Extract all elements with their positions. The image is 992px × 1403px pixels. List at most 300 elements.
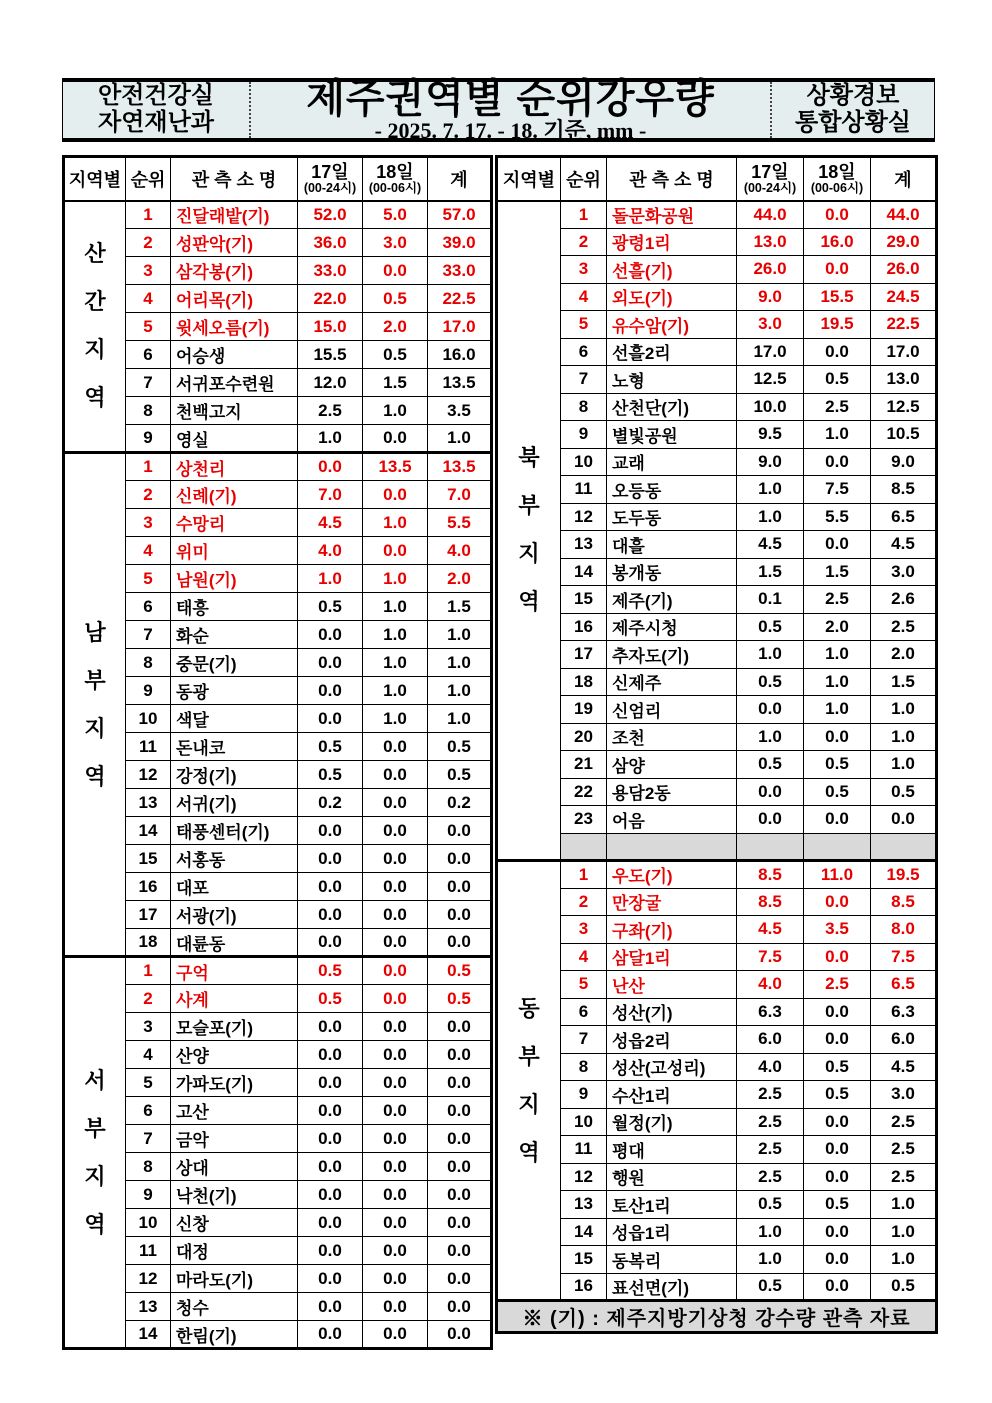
- day18-cell: 0.0: [363, 817, 428, 845]
- day18-cell: 0.0: [363, 1293, 428, 1321]
- col-header-day17-sub: (00-24시): [303, 180, 357, 195]
- table-row: [497, 228, 937, 256]
- day18-cell: 2.0: [363, 313, 428, 341]
- rank-cell: 2: [126, 229, 171, 257]
- table-row: [64, 229, 492, 257]
- total-cell: 13.0: [871, 366, 937, 394]
- table-row: [64, 845, 492, 873]
- day17-cell: 2.5: [737, 1136, 804, 1164]
- table-header-row: [497, 157, 937, 201]
- total-cell: 0.2: [428, 789, 492, 817]
- day17-cell: 0.0: [298, 1069, 363, 1097]
- rank-cell: 9: [126, 425, 171, 453]
- station-cell: 동복리: [607, 1246, 737, 1274]
- day17-cell: 0.5: [737, 1273, 804, 1301]
- rank-cell: 3: [561, 256, 607, 284]
- day18-cell: 1.0: [804, 696, 871, 724]
- station-cell: 진달래밭(기): [171, 201, 298, 229]
- col-header-region: 지역별: [64, 157, 126, 201]
- day18-cell: 0.0: [804, 1163, 871, 1191]
- day17-cell: 0.5: [737, 613, 804, 641]
- rank-cell: 5: [126, 313, 171, 341]
- total-cell: 44.0: [871, 201, 937, 229]
- day18-cell: 1.0: [363, 565, 428, 593]
- rank-cell: 1: [561, 861, 607, 889]
- station-cell: 선흘2리: [607, 338, 737, 366]
- col-header-day18: [363, 157, 428, 201]
- day18-cell: 0.5: [804, 366, 871, 394]
- table-row: [64, 1321, 492, 1349]
- total-cell: 1.0: [871, 751, 937, 779]
- table-row: [497, 311, 937, 339]
- table-row: [497, 531, 937, 559]
- day18-cell: 0.5: [804, 1053, 871, 1081]
- day18-cell: 0.0: [363, 845, 428, 873]
- total-cell: 16.0: [428, 341, 492, 369]
- region-label: 남 부 지 역: [84, 619, 106, 789]
- table-row: [497, 558, 937, 586]
- day17-cell: 9.0: [737, 283, 804, 311]
- day17-cell: 33.0: [298, 257, 363, 285]
- table-row: [497, 586, 937, 614]
- day18-cell: 0.0: [363, 1069, 428, 1097]
- rank-cell: 22: [561, 778, 607, 806]
- day17-cell: 10.0: [737, 393, 804, 421]
- department-line2: 자연재난과: [98, 109, 214, 136]
- table-row: [64, 453, 492, 481]
- station-cell: 어승생: [171, 341, 298, 369]
- rank-cell: 14: [126, 817, 171, 845]
- table-row: [64, 1181, 492, 1209]
- station-cell: 대흘: [607, 531, 737, 559]
- rank-cell: 4: [561, 943, 607, 971]
- table-row: [497, 998, 937, 1026]
- day18-cell: 0.0: [804, 448, 871, 476]
- day17-cell: 12.5: [737, 366, 804, 394]
- table-row: [64, 705, 492, 733]
- station-cell: 서홍동: [171, 845, 298, 873]
- day18-cell: 0.5: [804, 1081, 871, 1109]
- day17-cell: 1.0: [737, 476, 804, 504]
- rank-cell: 11: [561, 1136, 607, 1164]
- day18-cell: 0.0: [363, 1321, 428, 1349]
- station-cell: 사계: [171, 985, 298, 1013]
- total-cell: 9.0: [871, 448, 937, 476]
- station-cell: 토산1리: [607, 1191, 737, 1219]
- rank-cell: 7: [126, 1125, 171, 1153]
- table-row: [64, 677, 492, 705]
- station-cell: 고산: [171, 1097, 298, 1125]
- total-cell: 8.5: [871, 476, 937, 504]
- day17-cell: 0.5: [737, 668, 804, 696]
- rank-cell: 12: [561, 503, 607, 531]
- station-cell: 만장굴: [607, 888, 737, 916]
- day18-cell: 0.5: [363, 341, 428, 369]
- rank-cell: 13: [126, 1293, 171, 1321]
- region-cell: [497, 201, 561, 861]
- table-header-row: [64, 157, 492, 201]
- office-line1: 상황경보: [806, 82, 900, 110]
- day18-cell: 0.0: [363, 257, 428, 285]
- station-cell: 성읍1리: [607, 1218, 737, 1246]
- table-row: [64, 733, 492, 761]
- day18-cell: 0.0: [804, 1136, 871, 1164]
- rank-cell: 16: [561, 613, 607, 641]
- day18-cell: 5.5: [804, 503, 871, 531]
- station-cell: 선흘(기): [607, 256, 737, 284]
- rank-cell: 3: [126, 257, 171, 285]
- day18-cell: 0.0: [804, 888, 871, 916]
- rank-cell: 15: [561, 586, 607, 614]
- table-row: [497, 366, 937, 394]
- total-cell: 12.5: [871, 393, 937, 421]
- day17-cell: 1.5: [737, 558, 804, 586]
- day17-cell: 1.0: [298, 425, 363, 453]
- rainfall-table-right: [495, 155, 938, 1334]
- day18-cell: 0.0: [363, 901, 428, 929]
- total-cell: 17.0: [428, 313, 492, 341]
- rank-cell: 2: [561, 228, 607, 256]
- day17-cell: 0.0: [298, 929, 363, 957]
- total-cell: 0.0: [428, 1293, 492, 1321]
- total-cell: 2.5: [871, 1136, 937, 1164]
- day17-cell: 1.0: [298, 565, 363, 593]
- day18-cell: 1.0: [363, 621, 428, 649]
- day18-cell: 0.0: [363, 537, 428, 565]
- table-row: [64, 1153, 492, 1181]
- table-row: [64, 957, 492, 985]
- station-cell: 대정: [171, 1237, 298, 1265]
- col-header-rank: 순위: [126, 157, 171, 201]
- day17-cell: 0.0: [298, 1209, 363, 1237]
- total-cell: 22.5: [871, 311, 937, 339]
- day17-cell: 7.5: [737, 943, 804, 971]
- table-row: [64, 565, 492, 593]
- station-cell: 우도(기): [607, 861, 737, 889]
- rank-cell: 14: [126, 1321, 171, 1349]
- station-cell: 서귀(기): [171, 789, 298, 817]
- total-cell: 0.0: [871, 806, 937, 834]
- day17-cell: 12.0: [298, 369, 363, 397]
- table-row: [64, 1125, 492, 1153]
- table-row: [497, 916, 937, 944]
- station-cell: 삼양: [607, 751, 737, 779]
- rank-cell: 4: [126, 1041, 171, 1069]
- station-cell: 돌문화공원: [607, 201, 737, 229]
- region-cell: [497, 861, 561, 1301]
- rank-cell: 6: [126, 1097, 171, 1125]
- rank-cell: 4: [126, 537, 171, 565]
- table-row: [497, 1081, 937, 1109]
- station-cell: 도두동: [607, 503, 737, 531]
- day18-cell: 0.0: [804, 1026, 871, 1054]
- rank-cell: 8: [561, 1053, 607, 1081]
- day17-cell: 0.5: [298, 761, 363, 789]
- day18-cell: 1.0: [363, 593, 428, 621]
- station-cell: 제주(기): [607, 586, 737, 614]
- rank-cell: 5: [561, 971, 607, 999]
- day17-cell: 2.5: [298, 397, 363, 425]
- day17-cell: 0.5: [298, 733, 363, 761]
- table-row: [64, 285, 492, 313]
- day18-cell: 0.0: [363, 929, 428, 957]
- total-cell: 0.0: [428, 1125, 492, 1153]
- rank-cell: 1: [126, 201, 171, 229]
- total-cell: 33.0: [428, 257, 492, 285]
- station-cell: 상대: [171, 1153, 298, 1181]
- rank-cell: 6: [126, 593, 171, 621]
- day18-cell: 0.0: [804, 1246, 871, 1274]
- day18-cell: 0.0: [363, 761, 428, 789]
- day17-cell: 4.0: [298, 537, 363, 565]
- day17-cell: 0.5: [298, 985, 363, 1013]
- day17-cell: 2.5: [737, 1108, 804, 1136]
- rank-cell: 10: [126, 705, 171, 733]
- total-cell: 0.0: [428, 1041, 492, 1069]
- total-cell: 0.5: [871, 778, 937, 806]
- station-cell: 대포: [171, 873, 298, 901]
- rank-cell: 18: [126, 929, 171, 957]
- station-cell: 교래: [607, 448, 737, 476]
- page-subtitle: - 2025. 7. 17. - 18. 기준, mm -: [374, 117, 647, 143]
- spacer-cell: [561, 833, 607, 861]
- day17-cell: 0.0: [298, 1097, 363, 1125]
- day17-cell: 0.5: [737, 1191, 804, 1219]
- total-cell: 39.0: [428, 229, 492, 257]
- day17-cell: 4.5: [737, 531, 804, 559]
- table-row: [497, 476, 937, 504]
- day17-cell: 1.0: [737, 1218, 804, 1246]
- day18-cell: 1.5: [804, 558, 871, 586]
- table-row: [64, 593, 492, 621]
- day17-cell: 9.5: [737, 421, 804, 449]
- table-row: [497, 1218, 937, 1246]
- total-cell: 8.0: [871, 916, 937, 944]
- total-cell: 6.5: [871, 503, 937, 531]
- day17-cell: 8.5: [737, 888, 804, 916]
- total-cell: 4.0: [428, 537, 492, 565]
- col-header-rank: 순위: [561, 157, 607, 201]
- table-row: [497, 393, 937, 421]
- total-cell: 0.0: [428, 1069, 492, 1097]
- day18-cell: 0.0: [363, 1153, 428, 1181]
- rank-cell: 13: [561, 531, 607, 559]
- station-cell: 상천리: [171, 453, 298, 481]
- col-header-day17-sub: (00-24시): [743, 180, 797, 195]
- day17-cell: 0.5: [298, 957, 363, 985]
- total-cell: 0.0: [428, 1097, 492, 1125]
- rank-cell: 1: [126, 453, 171, 481]
- table-row: [497, 1136, 937, 1164]
- rank-cell: 18: [561, 668, 607, 696]
- day17-cell: 0.0: [298, 1153, 363, 1181]
- day18-cell: 7.5: [804, 476, 871, 504]
- total-cell: 0.0: [428, 873, 492, 901]
- rank-cell: 11: [126, 1237, 171, 1265]
- rank-cell: 7: [126, 621, 171, 649]
- rank-cell: 8: [126, 397, 171, 425]
- day17-cell: 4.0: [737, 1053, 804, 1081]
- rank-cell: 10: [126, 1209, 171, 1237]
- day18-cell: 0.0: [363, 789, 428, 817]
- rank-cell: 7: [561, 1026, 607, 1054]
- day18-cell: 15.5: [804, 283, 871, 311]
- document-header: [62, 78, 935, 142]
- rank-cell: 6: [561, 338, 607, 366]
- day17-cell: 0.0: [298, 1293, 363, 1321]
- day18-cell: 0.0: [363, 1013, 428, 1041]
- day18-cell: 0.0: [804, 998, 871, 1026]
- total-cell: 1.0: [428, 621, 492, 649]
- day18-cell: 0.0: [804, 531, 871, 559]
- table-row: [497, 1053, 937, 1081]
- station-cell: 삼달1리: [607, 943, 737, 971]
- table-row: [64, 341, 492, 369]
- day18-cell: 2.5: [804, 971, 871, 999]
- day17-cell: 13.0: [737, 228, 804, 256]
- title-block: [251, 76, 770, 143]
- day17-cell: 22.0: [298, 285, 363, 313]
- table-row: [497, 1163, 937, 1191]
- total-cell: 1.0: [428, 649, 492, 677]
- total-cell: 3.5: [428, 397, 492, 425]
- rank-cell: 11: [126, 733, 171, 761]
- rank-cell: 5: [126, 565, 171, 593]
- station-cell: 수산1리: [607, 1081, 737, 1109]
- day18-cell: 2.5: [804, 393, 871, 421]
- rank-cell: 2: [126, 481, 171, 509]
- table-row: [64, 201, 492, 229]
- day18-cell: 5.0: [363, 201, 428, 229]
- day18-cell: 0.0: [363, 1265, 428, 1293]
- day18-cell: 1.0: [804, 421, 871, 449]
- station-cell: 영실: [171, 425, 298, 453]
- table-row: [497, 1273, 937, 1301]
- table-row: [497, 971, 937, 999]
- day18-cell: 0.0: [363, 1125, 428, 1153]
- day17-cell: 0.5: [737, 751, 804, 779]
- day17-cell: 4.5: [298, 509, 363, 537]
- table-row: [497, 338, 937, 366]
- day18-cell: 0.0: [804, 338, 871, 366]
- rank-cell: 20: [561, 723, 607, 751]
- rank-cell: 19: [561, 696, 607, 724]
- table-row: [497, 201, 937, 229]
- day17-cell: 0.0: [298, 1125, 363, 1153]
- day17-cell: 1.0: [737, 723, 804, 751]
- total-cell: 1.5: [871, 668, 937, 696]
- day17-cell: 7.0: [298, 481, 363, 509]
- rank-cell: 8: [126, 1153, 171, 1181]
- total-cell: 0.5: [428, 761, 492, 789]
- day17-cell: 0.0: [298, 873, 363, 901]
- station-cell: 동광: [171, 677, 298, 705]
- station-cell: 태흥: [171, 593, 298, 621]
- day18-cell: 19.5: [804, 311, 871, 339]
- table-row: [64, 1013, 492, 1041]
- station-cell: 서광(기): [171, 901, 298, 929]
- day18-cell: 0.0: [363, 1181, 428, 1209]
- rank-cell: 14: [561, 558, 607, 586]
- station-cell: 모슬포(기): [171, 1013, 298, 1041]
- table-row: [64, 929, 492, 957]
- day18-cell: 13.5: [363, 453, 428, 481]
- station-cell: 표선면(기): [607, 1273, 737, 1301]
- col-header-day17: [737, 157, 804, 201]
- day17-cell: 0.1: [737, 586, 804, 614]
- col-header-day18-label: 18일: [376, 161, 414, 182]
- station-cell: 어음: [607, 806, 737, 834]
- table-row: [497, 668, 937, 696]
- day18-cell: 0.5: [804, 751, 871, 779]
- total-cell: 13.5: [428, 369, 492, 397]
- total-cell: 0.0: [428, 1013, 492, 1041]
- table-row: [64, 369, 492, 397]
- col-header-day17-label: 17일: [751, 161, 789, 182]
- day17-cell: 52.0: [298, 201, 363, 229]
- department-label: [63, 82, 251, 138]
- day17-cell: 1.0: [737, 641, 804, 669]
- rank-cell: 16: [561, 1273, 607, 1301]
- table-row: [497, 1108, 937, 1136]
- total-cell: 57.0: [428, 201, 492, 229]
- region-cell: [64, 201, 126, 453]
- rank-cell: 3: [126, 1013, 171, 1041]
- total-cell: 2.0: [871, 641, 937, 669]
- spacer-row: [497, 833, 937, 861]
- table-row: [497, 448, 937, 476]
- day17-cell: 0.0: [298, 817, 363, 845]
- spacer-cell: [607, 833, 737, 861]
- table-row: [497, 613, 937, 641]
- rank-cell: 23: [561, 806, 607, 834]
- total-cell: 1.0: [871, 1246, 937, 1274]
- total-cell: 29.0: [871, 228, 937, 256]
- rank-cell: 9: [126, 677, 171, 705]
- day17-cell: 4.0: [737, 971, 804, 999]
- total-cell: 0.0: [428, 845, 492, 873]
- station-cell: 신엄리: [607, 696, 737, 724]
- table-row: [497, 641, 937, 669]
- day17-cell: 36.0: [298, 229, 363, 257]
- day17-cell: 0.2: [298, 789, 363, 817]
- region-label: 산 간 지 역: [84, 241, 106, 411]
- rank-cell: 5: [561, 311, 607, 339]
- station-cell: 오등동: [607, 476, 737, 504]
- day17-cell: 0.0: [298, 1181, 363, 1209]
- station-cell: 봉개동: [607, 558, 737, 586]
- day18-cell: 0.5: [804, 1191, 871, 1219]
- station-cell: 신례(기): [171, 481, 298, 509]
- station-cell: 남원(기): [171, 565, 298, 593]
- total-cell: 6.5: [871, 971, 937, 999]
- footnote: ※ (기) : 제주지방기상청 강수량 관측 자료: [497, 1301, 937, 1333]
- day18-cell: 0.0: [804, 256, 871, 284]
- station-cell: 제주시청: [607, 613, 737, 641]
- table-row: [497, 696, 937, 724]
- office-label: [770, 82, 934, 138]
- day18-cell: 0.0: [804, 806, 871, 834]
- total-cell: 7.0: [428, 481, 492, 509]
- total-cell: 2.5: [871, 1163, 937, 1191]
- right-table-body: [497, 201, 937, 1301]
- day18-cell: 1.0: [363, 397, 428, 425]
- total-cell: 1.0: [428, 425, 492, 453]
- station-cell: 태풍센터(기): [171, 817, 298, 845]
- day18-cell: 1.0: [363, 509, 428, 537]
- rank-cell: 21: [561, 751, 607, 779]
- region-label: 서 부 지 역: [84, 1067, 106, 1237]
